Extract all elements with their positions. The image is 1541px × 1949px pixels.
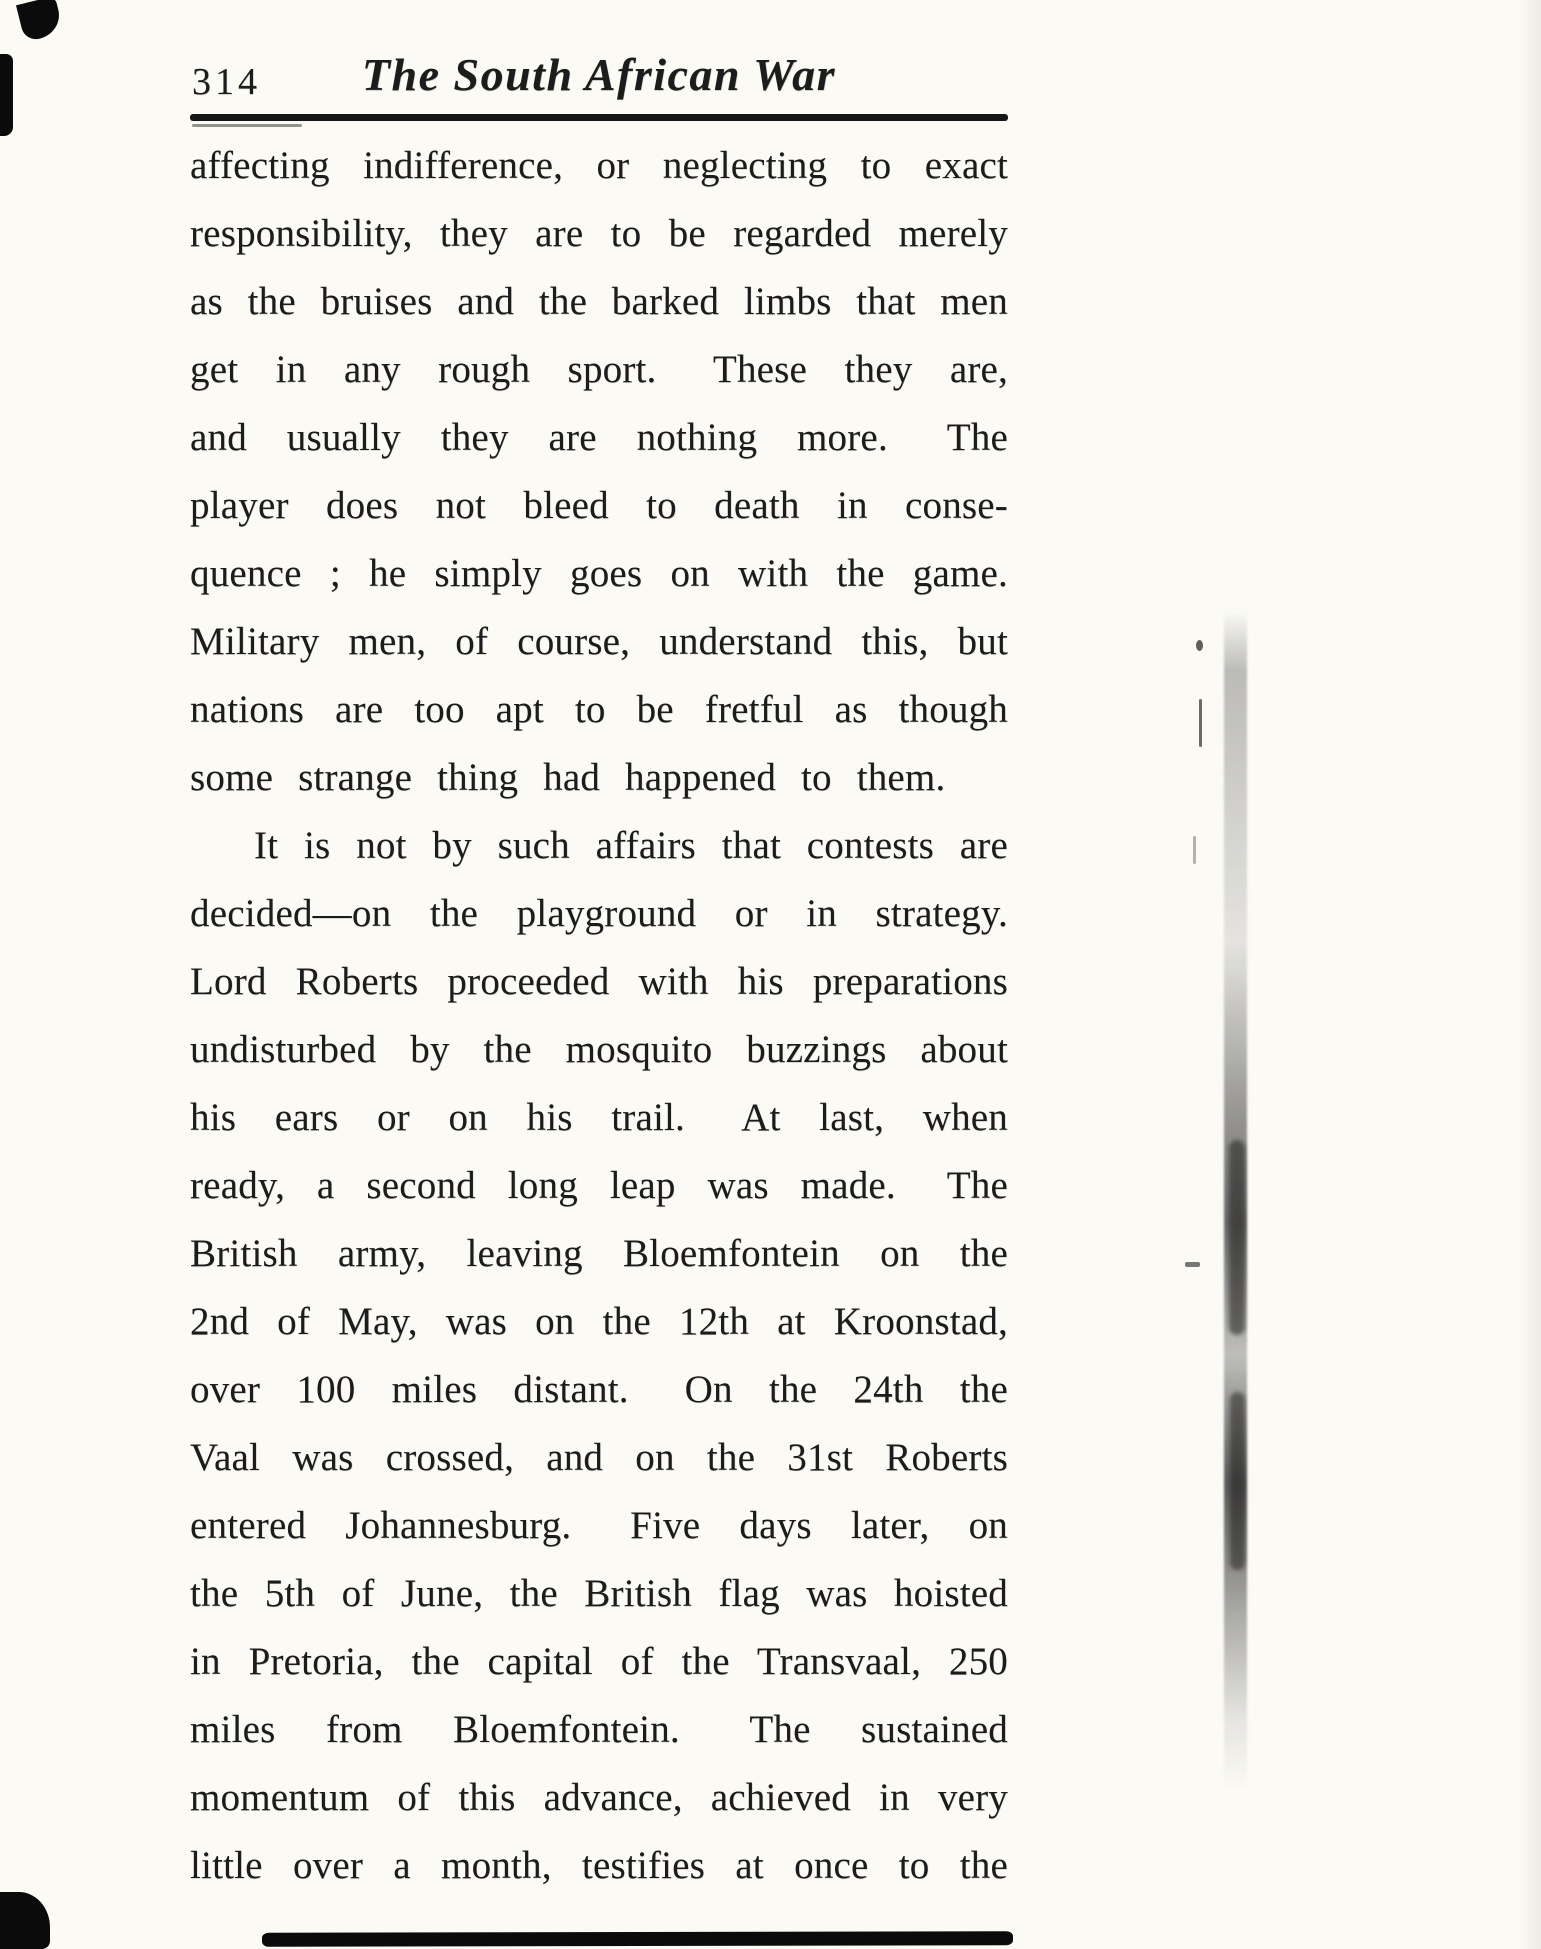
text-line: entered Johannesburg. Five days later, on — [190, 1504, 1008, 1547]
scan-artifact-speck-1 — [1196, 640, 1203, 651]
scan-artifact-speck-4 — [1193, 836, 1196, 864]
text-line: momentum of this advance, achieved in very — [190, 1776, 1008, 1819]
scan-artifact-speck-3 — [1185, 1262, 1200, 1267]
page-header — [190, 48, 1008, 112]
scan-artifact-right-streak-dark-1 — [1229, 1140, 1245, 1335]
scan-artifact-right-edge-shading — [1518, 0, 1541, 1949]
text-line: little over a month, testifies at once to the — [190, 1844, 1008, 1887]
text-line: decided—on the playground or in strategy. — [190, 892, 1008, 935]
text-line: some strange thing had happened to them. — [190, 756, 946, 799]
text-line: Military men, of course, understand this, but — [190, 620, 1008, 663]
header-rule-shadow — [192, 124, 302, 127]
running-title: The South African War — [361, 49, 837, 100]
page-number: 314 — [192, 61, 261, 103]
text-line: ready, a second long leap was made. The — [190, 1164, 1008, 1207]
text-line: and usually they are nothing more. The — [190, 416, 1008, 459]
text-line: his ears or on his trail. At last, when — [190, 1096, 1008, 1139]
text-line: 2nd of May, was on the 12th at Kroonstad, — [190, 1300, 1008, 1343]
text-line: British army, leaving Bloemfontein on the — [190, 1232, 1008, 1275]
text-line: the 5th of June, the British flag was hoisted — [190, 1572, 1008, 1615]
text-line: nations are too apt to be fretful as though — [190, 688, 1008, 731]
text-line: over 100 miles distant. On the 24th the — [190, 1368, 1008, 1411]
text-line: Vaal was crossed, and on the 31st Roberts — [190, 1436, 1008, 1479]
text-line: as the bruises and the barked limbs that men — [190, 280, 1008, 323]
text-line: miles from Bloemfontein. The sustained — [190, 1708, 1008, 1751]
text-line: in Pretoria, the capital of the Transvaal, 250 — [190, 1640, 1008, 1683]
scan-artifact-bottom-left-blob — [0, 1892, 50, 1949]
text-block — [190, 132, 1008, 1900]
text-line: player does not bleed to death in conse- — [190, 484, 1008, 527]
scan-artifact-top-left-blob — [16, 0, 64, 42]
scan-artifact-left-edge-mark — [0, 54, 13, 136]
text-line: quence ; he simply goes on with the game. — [190, 552, 1008, 595]
header-rule — [190, 114, 1008, 121]
text-line: get in any rough sport. These they are, — [190, 348, 1008, 391]
scan-artifact-right-streak-dark-2 — [1230, 1392, 1245, 1570]
text-line: affecting indifference, or neglecting to exact — [190, 144, 1008, 187]
text-line: It is not by such affairs that contests are — [254, 824, 1008, 867]
scan-artifact-speck-2 — [1199, 699, 1202, 747]
text-line: undisturbed by the mosquito buzzings about — [190, 1028, 1008, 1071]
text-line: responsibility, they are to be regarded merely — [190, 212, 1008, 255]
text-line: Lord Roberts proceeded with his preparations — [190, 960, 1008, 1003]
scan-artifact-bottom-bar — [262, 1931, 1013, 1947]
